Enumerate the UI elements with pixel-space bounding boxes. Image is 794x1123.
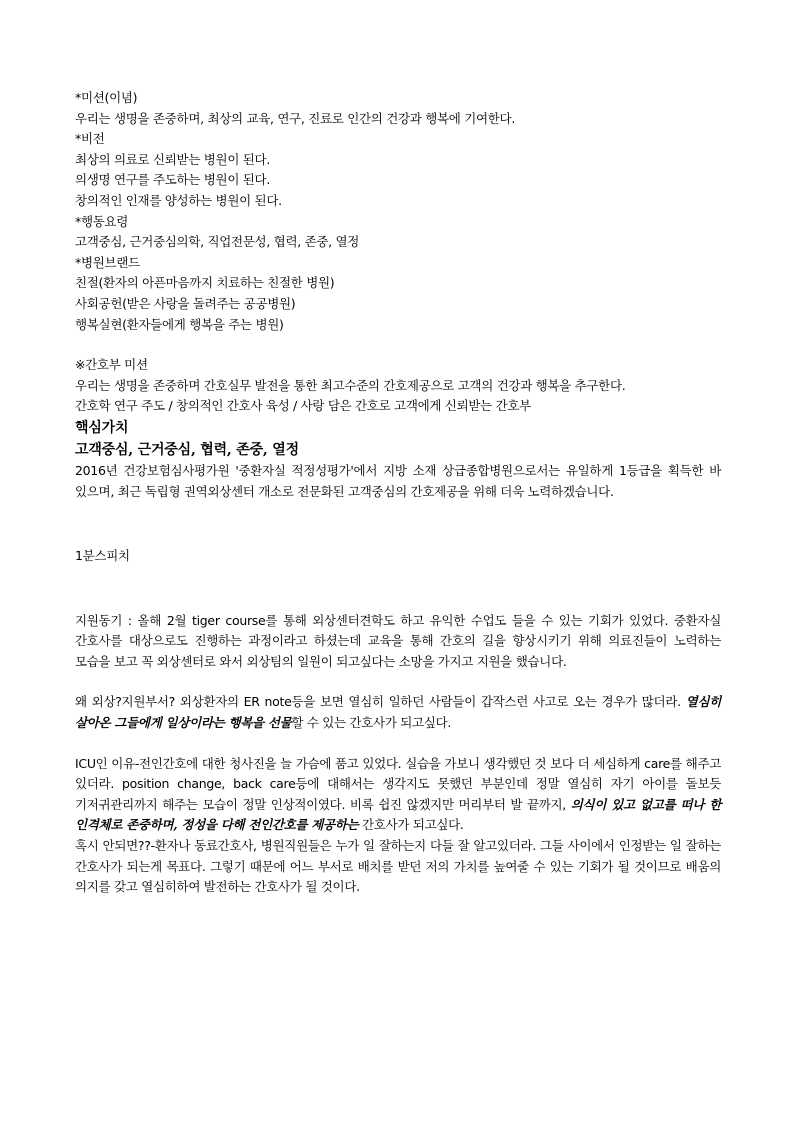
icu-reason-ending: 간호사가 되고싶다. (358, 817, 464, 833)
brand-item: 친절(환자의 아픈마음까지 치료하는 친절한 병원) (75, 275, 335, 291)
icu-reason-emphasis: 의식이 있고 없고를 떠나 한 인격체로 존중하며, 정성을 다해 전인간호를 제공하는 (75, 796, 722, 833)
core-values-list: 고객중심, 근거중심, 협력, 존중, 열정 (75, 441, 299, 458)
icu-reason-text: ICU인 이유-전인간호에 대한 청사진을 늘 가슴에 품고 있었다. 실습을 가보니 생각했던 것 보다 더 세심하게 care를 해주고 있더라. position change, back care등에 대해서는 생각지도 못했던 부분인데 정말 열심히 자기 아이를 돌보듯 기저귀관리까지 해주는 모습이 정말 인상적이였다. 비록 쉽진 않겠지만 머리부터 발 끝까지, (75, 755, 721, 812)
spacer (75, 734, 721, 754)
spacer (75, 672, 721, 692)
nursing-vision-text: 간호학 연구 주도 / 창의적인 간호사 육성 / 사랑 담은 간호로 고객에게 신뢰받는 간호부 (75, 398, 531, 414)
vision-heading: *비전 (75, 131, 105, 147)
brand-heading: *병원브랜드 (75, 254, 140, 270)
achievement-paragraph: 2016년 건강보험심사평가원 '중환자실 적정성평가'에서 지방 소재 상급종합병원으로서는 유일하게 1등급을 획득한 바 있으며, 최근 독립형 권역외상센터 개소로 전문화된 고객중심의 간호제공을 위해 더욱 노력하겠습니다. (75, 462, 721, 499)
why-trauma-emphasis: 열심히 살아온 그들에게 일상이라는 행복을 선물 (75, 694, 721, 731)
spacer (75, 335, 721, 355)
spacer (75, 502, 721, 546)
mission-heading: *미션(이념) (75, 90, 138, 105)
spacer (75, 567, 721, 611)
vision-item: 최상의 의료로 신뢰받는 병원이 된다. (75, 151, 270, 167)
why-trauma-ending: 할 수 있는 간호사가 되고싶다. (291, 715, 452, 731)
conduct-text: 고객중심, 근거중심의학, 직업전문성, 협력, 존중, 열정 (75, 234, 360, 250)
why-trauma-text: 왜 외상?지원부서? 외상환자의 ER note등을 보면 열심히 일하던 사람들이 갑작스런 사고로 오는 경우가 많더라. (75, 694, 686, 710)
core-values-heading: 핵심가치 (75, 419, 129, 436)
speech-title: 1분스피치 (75, 548, 130, 564)
icu-reason-paragraph (75, 754, 721, 836)
hospital-mission-section (75, 88, 721, 335)
vision-item: 창의적인 인재를 양성하는 병원이 된다. (75, 192, 282, 208)
brand-item: 행복실현(환자들에게 행복을 주는 병원) (75, 316, 284, 332)
mission-text: 우리는 생명을 존중하며, 최상의 교육, 연구, 진료로 인간의 건강과 행복에 기여한다. (75, 110, 516, 126)
vision-item: 의생명 연구를 주도하는 병원이 된다. (75, 172, 270, 188)
nursing-mission-heading: ※간호부 미션 (75, 357, 148, 373)
document-page (75, 88, 721, 898)
motivation-paragraph: 지원동기 : 올해 2월 tiger course를 통해 외상센터견학도 하고 유익한 수업도 들을 수 있는 기회가 있었다. 중환자실 간호사를 대상으로도 진행하는 과정이라고 하셨는데 교육을 통해 간호의 길을 향상시키기 위해 의료진들이 노력하는 모습을 보고 꼭 외상센터로 와서 외상팀의 일원이 되고싶다는 소망을 가지고 지원을 했습니다. (75, 612, 721, 669)
nursing-mission-text: 우리는 생명을 존중하며 간호실무 발전을 통한 최고수준의 간호제공으로 고객의 건강과 행복을 추구한다. (75, 377, 626, 393)
brand-item: 사회공헌(받은 사랑을 돌려주는 공공병원) (75, 295, 296, 311)
conduct-heading: *행동요령 (75, 213, 129, 229)
if-not-paragraph: 혹시 안되면??-환자나 동료간호사, 병원직원들은 누가 일 잘하는지 다들 잘 알고있더라. 그들 사이에서 인정받는 일 잘하는 간호사가 되는게 목표다. 그렇기 때문에 어느 부서로 배치를 받던 저의 가치를 높여줄 수 있는 기회가 될 것이므로 배움의 의지를 갖고 열심히하여 발전하는 간호사가 될 것이다. (75, 838, 721, 895)
nursing-department-section (75, 355, 721, 502)
why-trauma-paragraph (75, 692, 721, 733)
